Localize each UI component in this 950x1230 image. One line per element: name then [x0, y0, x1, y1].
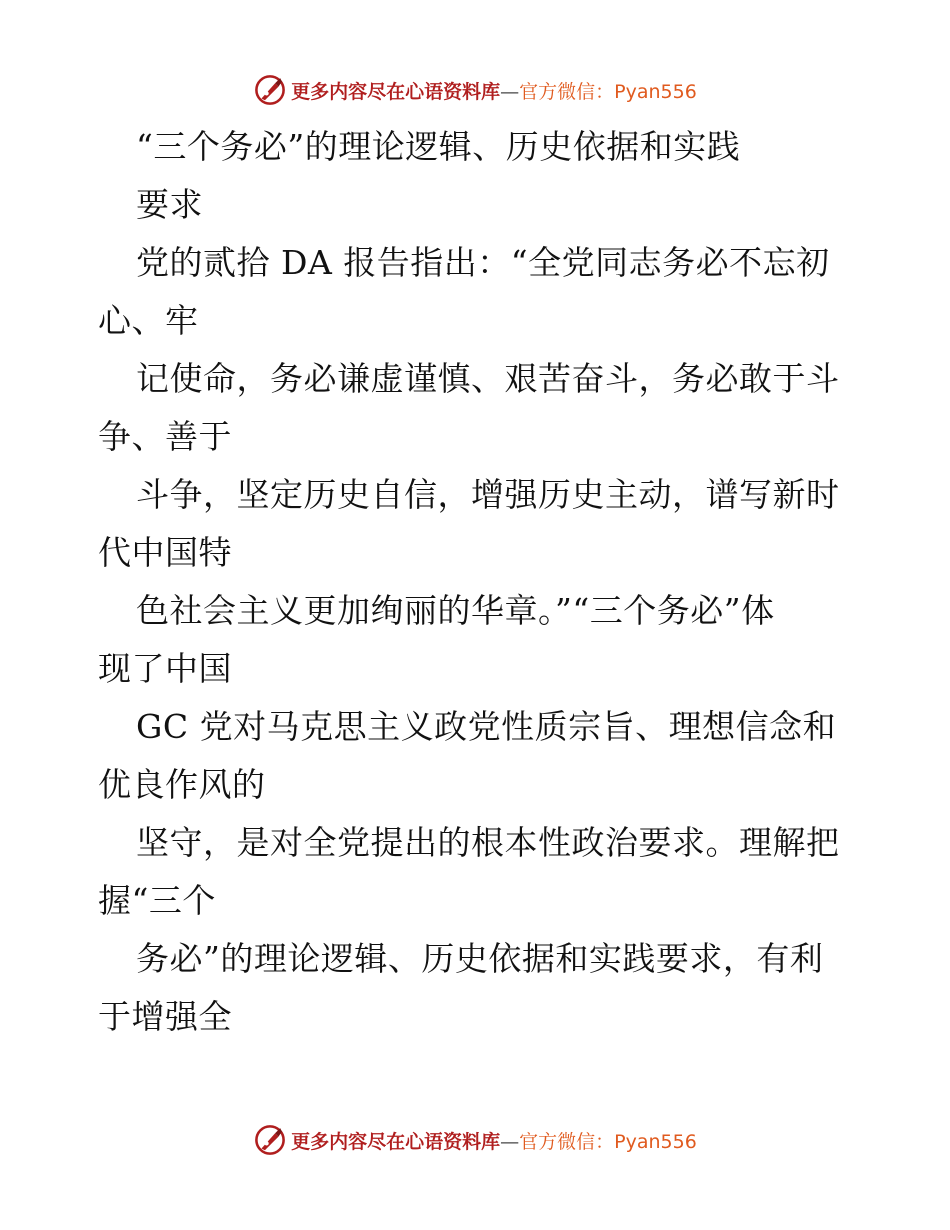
paragraph-line: 斗争，坚定历史自信，增强历史主动，谱写新时: [136, 475, 840, 514]
paragraph-line: 于增强全: [98, 997, 232, 1036]
header-watermark: [0, 70, 950, 110]
paragraph-line: 握“三个: [98, 881, 216, 920]
paragraph-line: GC 党对马克思主义政党性质宗旨、理想信念和: [136, 707, 837, 746]
paragraph-line: 争、善于: [98, 417, 232, 456]
pen-logo-icon: [253, 73, 287, 107]
paragraph-line: 记使命，务必谦虚谨慎、艰苦奋斗，务必敢于斗: [136, 359, 840, 398]
paragraph-line: 代中国特: [98, 533, 232, 572]
watermark-text: [291, 1127, 697, 1154]
document-title-line-1: “三个务必”的理论逻辑、历史依据和实践: [136, 127, 741, 166]
watermark-brand: 更多内容尽在心语资料库: [291, 1130, 501, 1153]
footer-watermark: [0, 1120, 950, 1160]
paragraph-line: 色社会主义更加绚丽的华章。”“三个务必”体: [136, 591, 775, 630]
watermark-contact: 官方微信：Pyan556: [519, 80, 697, 103]
pen-logo-icon: [253, 1123, 287, 1157]
watermark-contact: 官方微信：Pyan556: [519, 1130, 697, 1153]
paragraph-line: 现了中国: [98, 649, 232, 688]
paragraph-line: 党的贰拾 DA 报告指出：“全党同志务必不忘初: [136, 243, 830, 282]
paragraph-line: 心、牢: [98, 301, 199, 340]
document-title-line-2: 要求: [136, 185, 203, 224]
paragraph-line: 优良作风的: [98, 765, 266, 804]
watermark-brand: 更多内容尽在心语资料库: [291, 80, 501, 103]
watermark-separator: —: [500, 1130, 520, 1153]
watermark-text: [291, 77, 697, 104]
paragraph-line: 坚守，是对全党提出的根本性政治要求。理解把: [136, 823, 840, 862]
document-body: [98, 118, 858, 1046]
watermark-separator: —: [500, 80, 520, 103]
paragraph-line: 务必”的理论逻辑、历史依据和实践要求，有利: [136, 939, 824, 978]
